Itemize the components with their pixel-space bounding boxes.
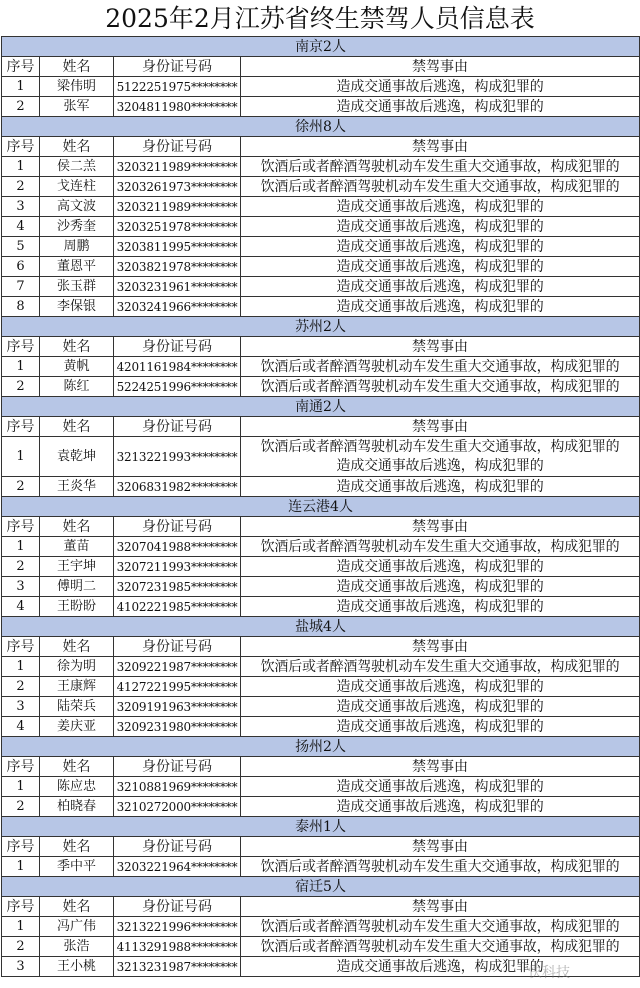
person-name: 戈连柱 [40, 177, 114, 197]
ban-reason: 造成交通事故后逃逸，构成犯罪的 [241, 697, 640, 717]
city-label: 南京2人 [2, 37, 640, 57]
person-name: 袁乾坤 [40, 437, 114, 477]
ban-reason: 造成交通事故后逃逸，构成犯罪的 [241, 957, 640, 977]
header-no: 序号 [2, 57, 40, 77]
watermark: 快科技 [528, 965, 570, 981]
table-row [2, 357, 640, 377]
row-number: 4 [2, 717, 40, 737]
row-number: 2 [2, 97, 40, 117]
row-number: 5 [2, 237, 40, 257]
ban-reason-line: 造成交通事故后逃逸，构成犯罪的 [336, 457, 544, 474]
table-row [2, 557, 640, 577]
column-header-row [2, 757, 640, 777]
person-name: 张浩 [40, 937, 114, 957]
person-name: 陆荣兵 [40, 697, 114, 717]
row-number: 6 [2, 257, 40, 277]
header-reason: 禁驾事由 [241, 637, 640, 657]
table-row [2, 597, 640, 617]
ban-reason: 造成交通事故后逃逸，构成犯罪的 [241, 477, 640, 497]
id-number: 4102221985******** [114, 597, 241, 617]
city-section-header [2, 617, 640, 637]
table-row [2, 657, 640, 677]
header-id: 身份证号码 [114, 757, 241, 777]
ban-reason: 造成交通事故后逃逸，构成犯罪的 [241, 777, 640, 797]
ban-reason: 造成交通事故后逃逸，构成犯罪的 [241, 677, 640, 697]
column-header-row [2, 57, 640, 77]
header-name: 姓名 [40, 417, 114, 437]
header-name: 姓名 [40, 837, 114, 857]
row-number: 2 [2, 937, 40, 957]
person-name: 陈红 [40, 377, 114, 397]
column-header-row [2, 837, 640, 857]
person-name: 张玉群 [40, 277, 114, 297]
id-number: 3203821978******** [114, 257, 241, 277]
header-id: 身份证号码 [114, 837, 241, 857]
id-number: 3210881969******** [114, 777, 241, 797]
header-reason: 禁驾事由 [241, 757, 640, 777]
table-row [2, 277, 640, 297]
person-name: 沙秀奎 [40, 217, 114, 237]
id-number: 3203251978******** [114, 217, 241, 237]
ban-reason: 饮酒后或者醉酒驾驶机动车发生重大交通事故，构成犯罪的 [241, 857, 640, 877]
table-row [2, 217, 640, 237]
row-number: 2 [2, 677, 40, 697]
person-name: 周鹏 [40, 237, 114, 257]
ban-reason: 饮酒后或者醉酒驾驶机动车发生重大交通事故，构成犯罪的 [241, 537, 640, 557]
id-number: 5122251975******** [114, 77, 241, 97]
header-reason: 禁驾事由 [241, 837, 640, 857]
header-no: 序号 [2, 517, 40, 537]
city-label: 扬州2人 [2, 737, 640, 757]
row-number: 2 [2, 797, 40, 817]
header-name: 姓名 [40, 137, 114, 157]
id-number: 3210272000******** [114, 797, 241, 817]
ban-reason: 饮酒后或者醉酒驾驶机动车发生重大交通事故，构成犯罪的 [241, 177, 640, 197]
id-number: 3203221964******** [114, 857, 241, 877]
header-id: 身份证号码 [114, 517, 241, 537]
row-number: 7 [2, 277, 40, 297]
city-label: 盐城4人 [2, 617, 640, 637]
table-row [2, 917, 640, 937]
city-label: 泰州1人 [2, 817, 640, 837]
person-name: 徐为明 [40, 657, 114, 677]
id-number: 3203261973******** [114, 177, 241, 197]
city-label: 宿迁5人 [2, 877, 640, 897]
column-header-row [2, 417, 640, 437]
row-number: 1 [2, 657, 40, 677]
person-name: 冯广伟 [40, 917, 114, 937]
table-row [2, 77, 640, 97]
row-number: 8 [2, 297, 40, 317]
ban-reason: 造成交通事故后逃逸，构成犯罪的 [241, 277, 640, 297]
city-label: 南通2人 [2, 397, 640, 417]
table-row [2, 537, 640, 557]
ban-reason-line: 饮酒后或者醉酒驾驶机动车发生重大交通事故，构成犯罪的 [260, 438, 620, 455]
id-number: 4127221995******** [114, 677, 241, 697]
header-reason: 禁驾事由 [241, 417, 640, 437]
city-label: 苏州2人 [2, 317, 640, 337]
header-id: 身份证号码 [114, 337, 241, 357]
ban-reason: 造成交通事故后逃逸，构成犯罪的 [241, 557, 640, 577]
row-number: 1 [2, 777, 40, 797]
ban-reason: 造成交通事故后逃逸，构成犯罪的 [241, 97, 640, 117]
header-name: 姓名 [40, 897, 114, 917]
row-number: 1 [2, 917, 40, 937]
person-name: 王炎华 [40, 477, 114, 497]
header-reason: 禁驾事由 [241, 517, 640, 537]
id-number: 3203211989******** [114, 157, 241, 177]
table-row [2, 677, 640, 697]
id-number: 3203241966******** [114, 297, 241, 317]
id-number: 3207231985******** [114, 577, 241, 597]
header-reason: 禁驾事由 [241, 57, 640, 77]
column-header-row [2, 637, 640, 657]
table-row [2, 777, 640, 797]
row-number: 1 [2, 857, 40, 877]
ban-reason: 造成交通事故后逃逸，构成犯罪的 [241, 597, 640, 617]
header-reason: 禁驾事由 [241, 137, 640, 157]
id-number: 3206831982******** [114, 477, 241, 497]
row-number: 3 [2, 577, 40, 597]
table-row [2, 797, 640, 817]
id-number: 3209191963******** [114, 697, 241, 717]
header-no: 序号 [2, 137, 40, 157]
table-row [2, 97, 640, 117]
header-reason: 禁驾事由 [241, 897, 640, 917]
row-number: 4 [2, 597, 40, 617]
row-number: 2 [2, 177, 40, 197]
person-name: 陈应忠 [40, 777, 114, 797]
header-no: 序号 [2, 417, 40, 437]
info-table [1, 36, 640, 977]
city-section-header [2, 317, 640, 337]
city-label: 连云港4人 [2, 497, 640, 517]
header-id: 身份证号码 [114, 897, 241, 917]
person-name: 王宇坤 [40, 557, 114, 577]
person-name: 梁伟明 [40, 77, 114, 97]
city-section-header [2, 497, 640, 517]
ban-reason: 饮酒后或者醉酒驾驶机动车发生重大交通事故，构成犯罪的 [241, 917, 640, 937]
header-name: 姓名 [40, 757, 114, 777]
person-name: 傅明二 [40, 577, 114, 597]
id-number: 3203211989******** [114, 197, 241, 217]
city-label: 徐州8人 [2, 117, 640, 137]
row-number: 4 [2, 217, 40, 237]
person-name: 柏晓春 [40, 797, 114, 817]
person-name: 王康辉 [40, 677, 114, 697]
person-name: 董苗 [40, 537, 114, 557]
person-name: 姜庆亚 [40, 717, 114, 737]
city-section-header [2, 37, 640, 57]
row-number: 1 [2, 537, 40, 557]
ban-reason: 饮酒后或者醉酒驾驶机动车发生重大交通事故，构成犯罪的 [241, 157, 640, 177]
header-id: 身份证号码 [114, 137, 241, 157]
person-name: 李保银 [40, 297, 114, 317]
header-id: 身份证号码 [114, 57, 241, 77]
row-number: 2 [2, 377, 40, 397]
person-name: 王小桃 [40, 957, 114, 977]
row-number: 2 [2, 477, 40, 497]
id-number: 4113291988******** [114, 937, 241, 957]
person-name: 高文波 [40, 197, 114, 217]
header-no: 序号 [2, 337, 40, 357]
table-row [2, 937, 640, 957]
row-number: 2 [2, 557, 40, 577]
table-row [2, 297, 640, 317]
ban-reason: 饮酒后或者醉酒驾驶机动车发生重大交通事故，构成犯罪的 [241, 657, 640, 677]
table-row [2, 477, 640, 497]
ban-reason: 造成交通事故后逃逸，构成犯罪的 [241, 797, 640, 817]
header-no: 序号 [2, 757, 40, 777]
column-header-row [2, 517, 640, 537]
ban-reason: 造成交通事故后逃逸，构成犯罪的 [241, 577, 640, 597]
header-name: 姓名 [40, 637, 114, 657]
table-row [2, 177, 640, 197]
ban-reason [241, 437, 640, 477]
id-number: 3209231980******** [114, 717, 241, 737]
id-number: 3203231961******** [114, 277, 241, 297]
id-number: 3207041988******** [114, 537, 241, 557]
table-row [2, 157, 640, 177]
ban-reason: 造成交通事故后逃逸，构成犯罪的 [241, 237, 640, 257]
ban-reason: 造成交通事故后逃逸，构成犯罪的 [241, 217, 640, 237]
table-row [2, 697, 640, 717]
id-number: 5224251996******** [114, 377, 241, 397]
id-number: 3204811980******** [114, 97, 241, 117]
ban-reason: 造成交通事故后逃逸，构成犯罪的 [241, 297, 640, 317]
ban-reason: 造成交通事故后逃逸，构成犯罪的 [241, 197, 640, 217]
header-no: 序号 [2, 897, 40, 917]
ban-reason: 饮酒后或者醉酒驾驶机动车发生重大交通事故，构成犯罪的 [241, 937, 640, 957]
row-number: 3 [2, 197, 40, 217]
header-no: 序号 [2, 837, 40, 857]
ban-reason: 造成交通事故后逃逸，构成犯罪的 [241, 77, 640, 97]
header-name: 姓名 [40, 57, 114, 77]
ban-reason: 饮酒后或者醉酒驾驶机动车发生重大交通事故，构成犯罪的 [241, 357, 640, 377]
column-header-row [2, 137, 640, 157]
table-row [2, 717, 640, 737]
page-title: 2025年2月江苏省终生禁驾人员信息表 [105, 4, 535, 33]
row-number: 1 [2, 157, 40, 177]
table-row [2, 377, 640, 397]
row-number: 3 [2, 697, 40, 717]
ban-reason: 饮酒后或者醉酒驾驶机动车发生重大交通事故，构成犯罪的 [241, 377, 640, 397]
table-row [2, 857, 640, 877]
table-row [2, 237, 640, 257]
city-section-header [2, 817, 640, 837]
table-row [2, 257, 640, 277]
id-number: 3209221987******** [114, 657, 241, 677]
person-name: 董恩平 [40, 257, 114, 277]
row-number: 1 [2, 357, 40, 377]
ban-reason: 造成交通事故后逃逸，构成犯罪的 [241, 717, 640, 737]
header-name: 姓名 [40, 517, 114, 537]
ban-reason: 造成交通事故后逃逸，构成犯罪的 [241, 257, 640, 277]
header-id: 身份证号码 [114, 417, 241, 437]
table-row [2, 437, 640, 477]
header-name: 姓名 [40, 337, 114, 357]
table-row [2, 577, 640, 597]
id-number: 3213231987******** [114, 957, 241, 977]
row-number: 1 [2, 77, 40, 97]
person-name: 侯二羔 [40, 157, 114, 177]
row-number: 3 [2, 957, 40, 977]
id-number: 4201161984******** [114, 357, 241, 377]
column-header-row [2, 897, 640, 917]
city-section-header [2, 117, 640, 137]
column-header-row [2, 337, 640, 357]
person-name: 季中平 [40, 857, 114, 877]
header-reason: 禁驾事由 [241, 337, 640, 357]
id-number: 3207211993******** [114, 557, 241, 577]
id-number: 3203811995******** [114, 237, 241, 257]
person-name: 张军 [40, 97, 114, 117]
person-name: 黄帆 [40, 357, 114, 377]
person-name: 王盼盼 [40, 597, 114, 617]
row-number: 1 [2, 437, 40, 477]
header-id: 身份证号码 [114, 637, 241, 657]
city-section-header [2, 877, 640, 897]
city-section-header [2, 737, 640, 757]
header-no: 序号 [2, 637, 40, 657]
city-section-header [2, 397, 640, 417]
id-number: 3213221996******** [114, 917, 241, 937]
id-number: 3213221993******** [114, 437, 241, 477]
table-row [2, 197, 640, 217]
